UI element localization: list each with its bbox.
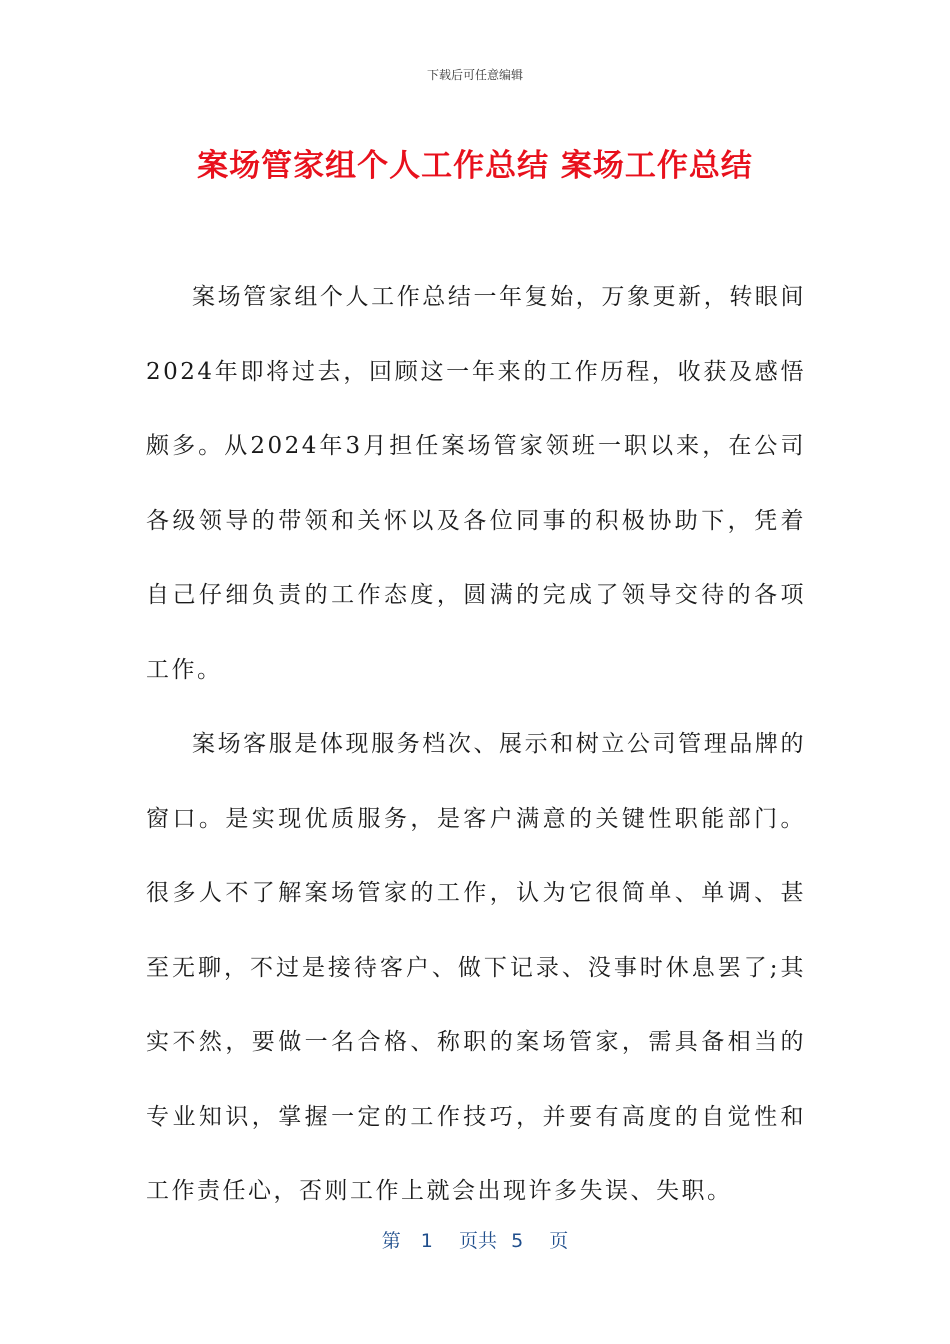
- document-title: 案场管家组个人工作总结 案场工作总结: [197, 148, 753, 184]
- footer-page-suffix: 页: [549, 1230, 569, 1252]
- paragraph-1: 案场管家组个人工作总结一年复始，万象更新，转眼间2024年即将过去，回顾这一年来的工作历程，收获及感悟颇多。从2024年3月担任案场管家领班一职以来，在公司各级领导的带领和关怀以及各位同事的积极协助下，凭着自己仔细负责的工作态度，圆满的完成了领导交待的各项工作。: [146, 284, 806, 683]
- footer-total-pages: 5: [511, 1230, 524, 1252]
- paragraph-2: 案场客服是体现服务档次、展示和树立公司管理品牌的窗口。是实现优质服务，是客户满意的关键性职能部门。很多人不了解案场管家的工作，认为它很简单、单调、甚至无聊，不过是接待客户、做下记录、没事时休息罢了;其实不然，要做一名合格、称职的案场管家，需具备相当的专业知识，掌握一定的工作技巧，并要有高度的自觉性和工作责任心，否则工作上就会出现许多失误、失职。: [146, 731, 806, 1204]
- document-body: [146, 260, 806, 1229]
- page-footer: [0, 1226, 950, 1253]
- footer-page-prefix: 第: [381, 1230, 401, 1252]
- header-note: 下载后可任意编辑: [426, 68, 523, 82]
- footer-current-page: 1: [420, 1230, 433, 1252]
- footer-page-mid: 页共: [459, 1230, 498, 1252]
